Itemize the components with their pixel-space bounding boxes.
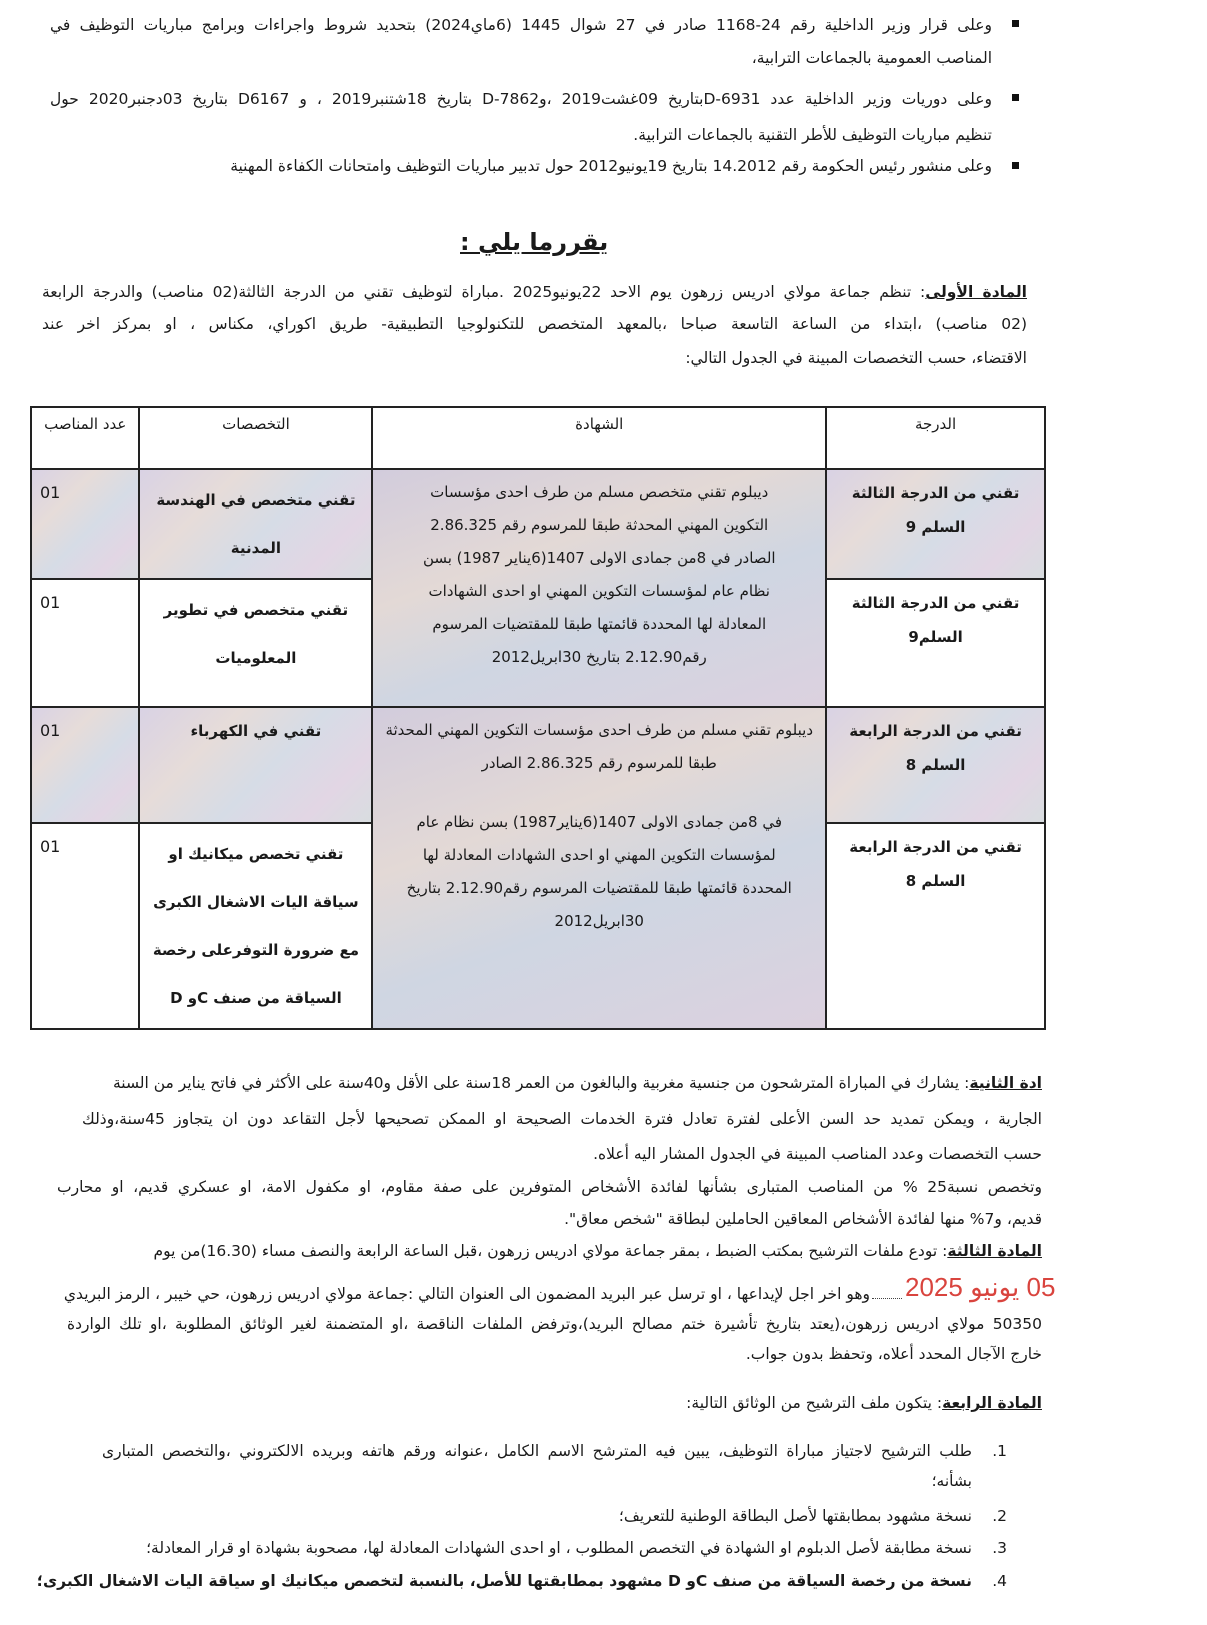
preamble-line: وعلى قرار وزير الداخلية رقم 24-1168 صادر في 27 شوال 1445 (6ماي2024) بتحديد شروط واجراءات وبرامج مباريات التوظيف في: [50, 16, 993, 34]
article2-line: [113, 1072, 1042, 1094]
article2-label: ادة الثانية: [969, 1074, 1042, 1092]
bullet: [1012, 162, 1019, 169]
article3-line: وهو اخر اجل لإيداعها ، او ترسل عبر البريد المضمون الى العنوان التالي :جماعة مولاي ادريس زرهون، حي خيبر ، الرمز البريدي: [63, 1285, 870, 1303]
article3-line: 50350 مولاي ادريس زرهون،(يعتد بتاريخ تأشيرة ختم مصالح البريد)،وترفض الملفات الناقصة ،او المتضمنة لغير الوثائق المطلوبة ،او تلك الواردة: [67, 1315, 1042, 1333]
table-row: [31, 469, 1045, 579]
specialty-cell: تقني متخصص في تطوير المعلوميات: [139, 579, 372, 707]
preamble-line: وعلى منشور رئيس الحكومة رقم 14.2012 بتاريخ 19يونيو2012 حول تدبير مباريات التوظيف وامتحانات الكفاءة المهنية: [230, 157, 992, 175]
count-cell: 01: [31, 707, 139, 823]
list-item: نسخة من رخصة السياقة من صنف Cو D مشهود بمطابقتها للأصل، بالنسبة لتخصص ميكانيك او سياقة اليات الاشغال الكبرى؛: [36, 1572, 972, 1590]
count-cell: 01: [31, 579, 139, 707]
preamble-line: تنظيم مباريات التوظيف للأطر التقنية بالجماعات الترابية.: [633, 126, 992, 144]
specialty-cell: تقني في الكهرباء: [139, 707, 372, 823]
article1-line: الاقتضاء، حسب التخصصات المبينة في الجدول التالي:: [685, 349, 1027, 367]
article2-line: حسب التخصصات وعدد المناصب المبينة في الجدول المشار اليه أعلاه.: [593, 1145, 1042, 1163]
list-number: 3.: [992, 1539, 1007, 1557]
certificate-cell: ديبلوم تقني مسلم من طرف احدى مؤسسات التكوين المهني المحدثة طبقا للمرسوم رقم 2.86.325 الصادر في 8من جمادى الاولى 1407(6يناير1987) بسن نظام عام لمؤسسات التكوين المهني او احدى الشهادات المعادلة لها المحددة قائمتها طبقا للمقتضيات المرسوم رقم2.12.90 بتاريخ 30ابريل2012: [372, 707, 826, 1029]
list-item: طلب الترشيح لاجتياز مباراة التوظيف، يبين فيه المترشح الاسم الكامل ،عنوانه ورقم هاتفه وبريده الالكتروني ،والتخصص المتبارى: [102, 1442, 972, 1460]
article3-label: المادة الثالثة: [947, 1242, 1042, 1260]
preamble-line: وعلى دوريات وزير الداخلية عدد D-6931بتاريخ 09غشت2019 ،وD-7862 بتاريخ 18شتنبر2019 ، و D6167 بتاريخ 03دجنبر2020 حول: [50, 90, 993, 108]
certificate-cell: ديبلوم تقني متخصص مسلم من طرف احدى مؤسسات التكوين المهني المحدثة طبقا للمرسوم رقم 2.86.325 الصادر في 8من جمادى الاولى 1407(6يناير 1987) بسن نظام عام لمؤسسات التكوين المهني او احدى الشهادات المعادلة لها المحددة قائمتها طبقا للمقتضيات المرسوم رقم2.12.90 بتاريخ 30ابريل2012: [372, 469, 826, 707]
count-cell: 01: [31, 823, 139, 1029]
grade-cell: تقني من الدرجة الثالثة السلم 9: [826, 469, 1045, 579]
header-certificate: الشهادة: [372, 407, 826, 469]
article2-line: قديم، و7% منها لفائدة الأشخاص المعاقين الحاملين لبطاقة "شخص معاق".: [564, 1210, 1042, 1228]
table-header-row: [31, 407, 1045, 469]
header-specialty: التخصصات: [139, 407, 372, 469]
article3-line: خارج الآجال المحدد أعلاه، وتحفظ بدون جواب.: [745, 1345, 1042, 1363]
list-item: نسخة مشهود بمطابقتها لأصل البطاقة الوطنية للتعريف؛: [618, 1507, 972, 1525]
article4-line: [686, 1392, 1042, 1414]
dotted-blank: [872, 1298, 902, 1299]
list-item: نسخة مطابقة لأصل الدبلوم او الشهادة في التخصص المطلوب ، او احدى الشهادات المعادلة لها، مصحوبة بشهادة او قرار المعادلة؛: [146, 1539, 972, 1557]
article4-intro: : يتكون ملف الترشيح من الوثائق التالية:: [686, 1394, 943, 1412]
bullet: [1012, 94, 1019, 101]
decision-title: يقررما يلي :: [460, 228, 609, 256]
article2-text: : يشارك في المباراة المترشحون من جنسية مغربية والبالغون من العمر 18سنة على الأقل و40سنة على الأكثر في فاتح يناير من السنة: [112, 1074, 970, 1092]
list-item: بشأنه؛: [931, 1472, 972, 1490]
positions-table: [30, 406, 1046, 1030]
article3-line: [153, 1240, 1042, 1262]
article1-text: : تنظم جماعة مولاي ادريس زرهون يوم الاحد 22يونيو2025 .مباراة لتوظيف تقني من الدرجة الثالثة(02 مناصب) والدرجة الرابعة: [42, 283, 926, 301]
specialty-cell: تقني تخصص ميكانيك او سياقة اليات الاشغال الكبرى مع ضرورة التوفرعلى رخصة السياقة من صنف Cو D: [139, 823, 372, 1029]
article2-line: الجارية ، ويمكن تمديد حد السن الأعلى لفترة تعادل فترة الخدمات الصحيحة او الممكن تصحيحها لأجل التقاعد دون ان يتجاوز 45سنة،وذلك: [82, 1110, 1042, 1128]
count-cell: 01: [31, 469, 139, 579]
article1-line: (02 مناصب) ،ابتداء من الساعة التاسعة صباحا ،بالمعهد المتخصص للتكنولوجيا التطبيقية- طريق اكوراي، مكناس ، او بمركز اخر عند: [42, 315, 1027, 333]
specialty-cell: تقني متخصص في الهندسة المدنية: [139, 469, 372, 579]
grade-cell: تقني من الدرجة الثالثة السلم9: [826, 579, 1045, 707]
preamble-line: المناصب العمومية بالجماعات الترابية،: [751, 49, 992, 67]
list-number: 1.: [992, 1442, 1007, 1460]
date-stamp: 05 يونيو 2025: [905, 1272, 1056, 1302]
table-row: [31, 707, 1045, 823]
article2-line: وتخصص نسبة25 % من المناصب المتبارى بشأنها لفائدة الأشخاص المتوفرين على صفة مقاوم، او مكفول الامة، او عسكري قديم، او محارب: [57, 1178, 1042, 1196]
bullet: [1012, 20, 1019, 27]
article1-label: المادة الأولى: [925, 283, 1027, 301]
header-count: عدد المناصب: [31, 407, 139, 469]
grade-cell: تقني من الدرجة الرابعة السلم 8: [826, 823, 1045, 1029]
list-number: 4.: [992, 1572, 1007, 1590]
article3-text: : تودع ملفات الترشيح بمكتب الضبط ، بمقر جماعة مولاي ادريس زرهون ،قبل الساعة الرابعة والنصف مساء (16.30)من يوم: [153, 1242, 948, 1260]
article4-label: المادة الرابعة: [942, 1394, 1042, 1412]
list-number: 2.: [992, 1507, 1007, 1525]
header-grade: الدرجة: [826, 407, 1045, 469]
article1-line: [42, 281, 1027, 303]
grade-cell: تقني من الدرجة الرابعة السلم 8: [826, 707, 1045, 823]
